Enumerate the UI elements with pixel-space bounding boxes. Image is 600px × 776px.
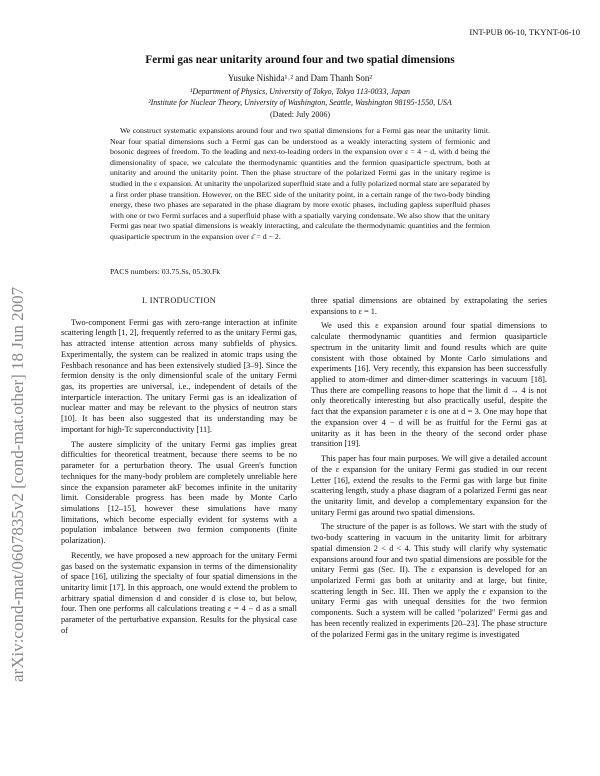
affiliation-1: ¹Department of Physics, University of Tokyo, Tokyo 113-0033, Japan (189, 87, 411, 96)
abstract: We construct systematic expansions around four and two spatial dimensions for a Fermi gas near the unitarity limit. Near four spatial dimensions such a Fermi gas can be understood as a weakly interacting system of fermionic and bosonic degrees of freedom. To the leading and next-to-leading orders in the expansion over ε = 4 − d, with d being the dimensionality of space, we calculate the thermodynamic quantities and the fermion quasiparticle spectrum, both at unitarity and around the unitarity point. Then the phase structure of the polarized Fermi gas in the unitary regime is studied in the ε expansion. At unitarity the unpolarized superfluid state and a fully polarized normal state are separated by a first order phase transition. However, on the BEC side of the unitarity point, in a certain range of the two-body binding energy, these two phases are separated in the phase diagram by more exotic phases, including gapless superfluid phases with one or two Fermi surfaces and a superfluid phase with a spatially varying condensate. We also show that the unitary Fermi gas near two spatial dimensions is weakly interacting, and calculate the thermodynamic quantities and the fermion quasiparticle spectrum in the expansion over ε̄ = d − 2. (110, 126, 490, 241)
arxiv-identifier-stamp: arXiv:cond-mat/0607835v2 [cond-mat.other] 18 Jun 2007 (8, 286, 27, 682)
section-heading-introduction: I. INTRODUCTION (141, 296, 217, 305)
body-paragraph: The austere simplicity of the unitary Fermi gas implies great difficulties for theoretical treatment, because there seems to be no parameter for a perturbation theory. The usual Green's function techniques for the many-body problem are completely unreliable here since the expansion parameter akF becomes infinite in the unitarity limit. Considerable progress has been made by Monte Carlo simulations [12–15], however these simulations have many limitations, which become especially evident for systems with a population imbalance between two fermion components (finite polarization). (61, 439, 297, 546)
paper-title: Fermi gas near unitarity around four and two spatial dimensions (145, 54, 455, 66)
body-paragraph: Two-component Fermi gas with zero-range interaction at infinite scattering length [1, 2], frequently referred to as the unitary Fermi gas, has attracted intense attention across many subfields of physics. Experimentally, the system can be realized in atomic traps using the Feshbach resonance and has been extensively studied [3–9]. Since the fermion density is the only dimensionful scale of the unitary Fermi gas, its properties are universal, i.e., independent of details of the interparticle interaction. The unitary Fermi gas is an idealization of nuclear matter and may be relevant to the physics of neutron stars [10]. It has been also suggested that its understanding may be important for high-Tc superconductivity [11]. (61, 317, 297, 434)
pacs-numbers: PACS numbers: 03.75.Ss, 05.30.Fk (110, 267, 221, 276)
date-line: (Dated: July 2006) (270, 110, 330, 119)
authors: Yusuke Nishida¹˒² and Dam Thanh Son² (227, 73, 373, 83)
affiliation-2: ²Institute for Nuclear Theory, University of Washington, Seattle, Washington 98195-1550, USA (148, 98, 452, 107)
right-column (311, 296, 547, 644)
report-numbers: INT-PUB 06-10, TKYNT-06-10 (469, 27, 580, 37)
body-paragraph-continued: three spatial dimensions are obtained by extrapolating the series expansions to ε = 1. (311, 296, 547, 316)
body-paragraph: We used this ε expansion around four spatial dimensions to calculate thermodynamic quantities and fermion quasiparticle spectrum in the unitarity limit and found results which are quite consistent with those obtained by Monte Carlo simulations and experiments [16]. Very recently, this expansion has been successfully applied to atom-dimer and dimer-dimer scatterings in vacuum [18]. Thus there are compelling reasons to hope that the limit d → 4 is not only theoretically interesting but also practically useful, despite the fact that the expansion parameter ε is one at d = 3. One may hope that the expansion over 4 − d will be as fruitful for the Fermi gas at unitarity as it has been in the theory of the second order phase transition [19]. (311, 321, 547, 449)
left-column (61, 296, 297, 641)
body-paragraph: This paper has four main purposes. We will give a detailed account of the ε expansion for the unitary Fermi gas studied in our recent Letter [16], extend the results to the Fermi gas with large but finite scattering length, study a phase diagram of a polarized Fermi gas near the unitarity limit, and develop a complementary expansion for the unitary Fermi gas around two spatial dimensions. (311, 454, 547, 517)
body-paragraph: Recently, we have proposed a new approach for the unitary Fermi gas based on the systematic expansion in terms of the dimensionality of space [16], utilizing the specialty of four spatial dimensions in the unitarity limit [17]. In this approach, one would extend the problem to arbitrary spatial dimension d and consider d is close to, but below, four. Then one performs all calculations treating ε = 4 − d as a small parameter of the perturbative expansion. Results for the physical case of (61, 550, 297, 635)
body-paragraph: The structure of the paper is as follows. We start with the study of two-body scattering in vacuum in the unitarity limit for arbitrary spatial dimension 2 < d < 4. This study will clarify why systematic expansions around four and two spatial dimensions are possible for the unitary Fermi gas (Sec. II). The ε expansion is developed for an unpolarized Fermi gas both at unitarity and at large, but finite, scattering length in Sec. III. Then we apply the ε expansion to the unitary Fermi gas with unequal densities for the two fermion components. Such a system will be called "polarized" Fermi gas and has been recently realized in experiments [20–23]. The phase structure of the polarized Fermi gas in the unitary regime is investigated (311, 522, 547, 639)
